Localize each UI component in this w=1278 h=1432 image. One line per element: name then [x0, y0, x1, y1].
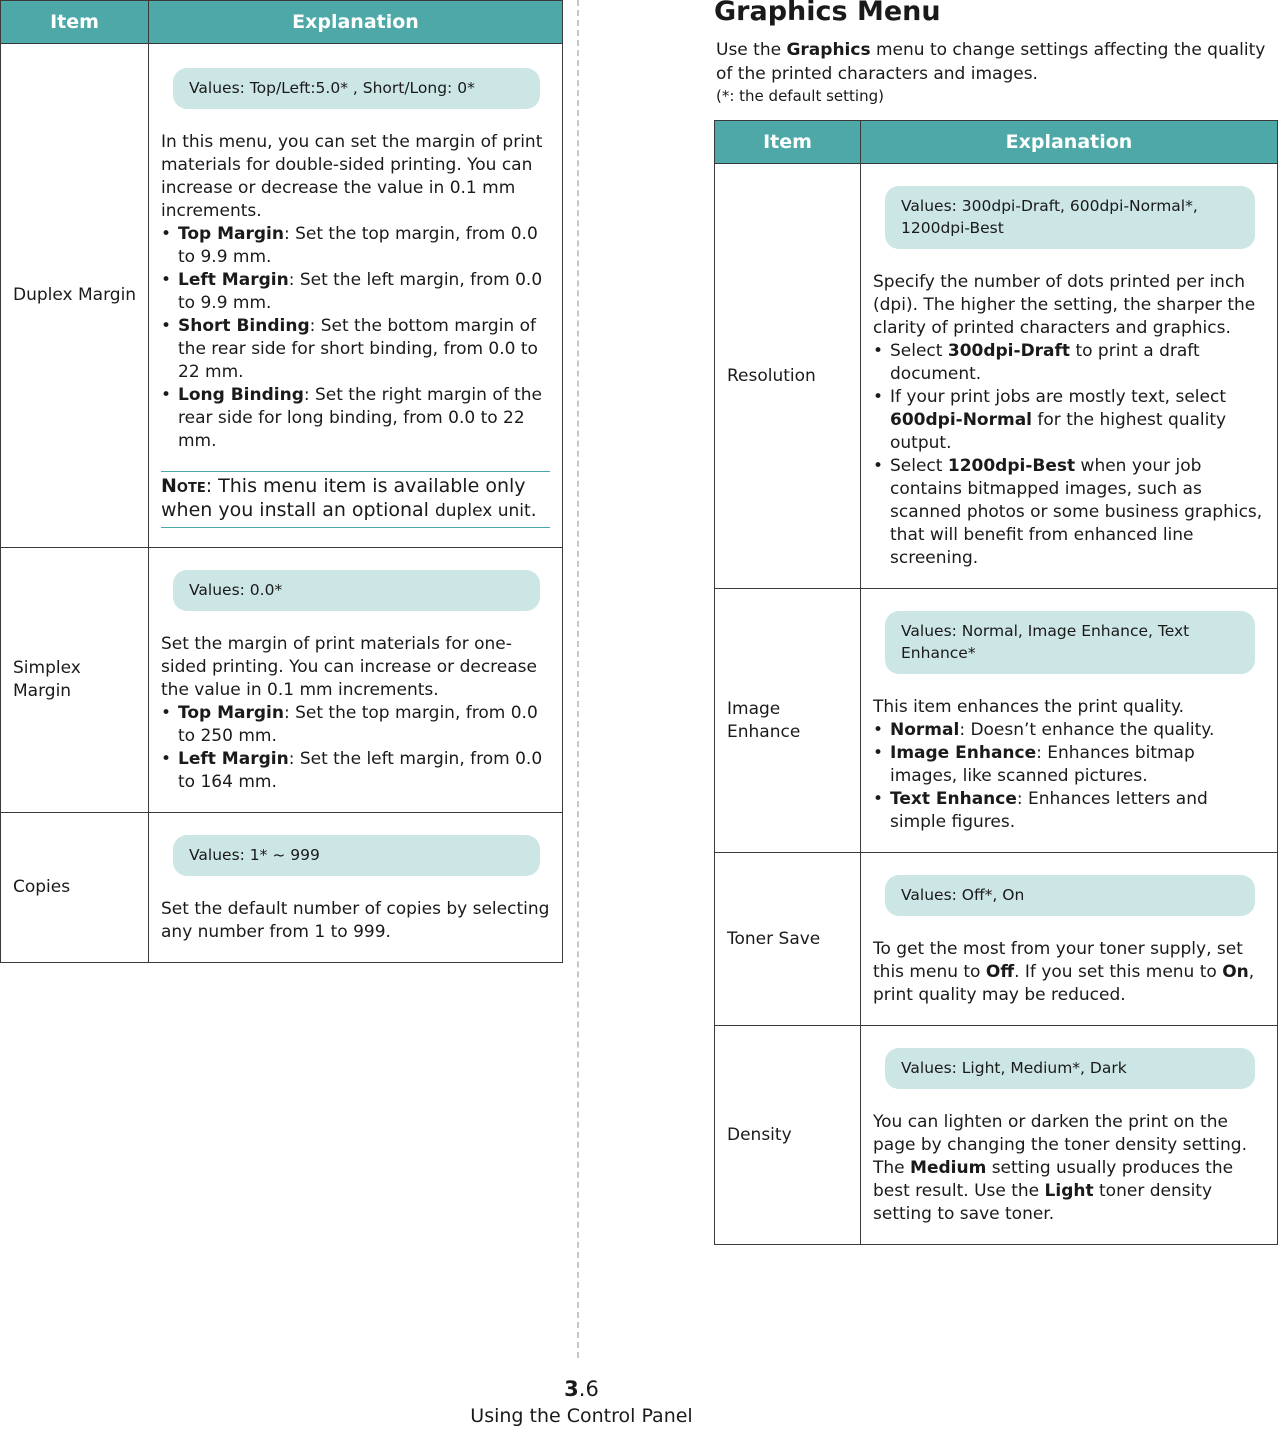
section-intro: Use the Graphics menu to change settings affecting the quality of the printed characters and images.: [716, 40, 1266, 84]
description: This item enhances the print quality.: [873, 697, 1185, 717]
description: You can lighten or darken the print on the page by changing the toner density setting. The Medium setting usually produces the best result. Use the Light toner density setting to save toner.: [873, 1112, 1247, 1224]
list-item: • Long Binding: Set the right margin of the rear side for long binding, from 0.0 to 22 mm.: [161, 384, 550, 453]
list-item: • Left Margin: Set the left margin, from 0.0 to 9.9 mm.: [161, 269, 550, 315]
list-item: • Select 1200dpi-Best when your job contains bitmapped images, such as scanned photos or some business graphics, that will benefit from enhanced line screening.: [873, 455, 1265, 570]
header-item: Item: [1, 1, 149, 44]
item-resolution: Resolution: [715, 164, 861, 589]
explanation-toner-save: [861, 853, 1278, 1026]
table-row-image-enhance: [715, 589, 1278, 853]
table-header-row: [715, 121, 1278, 164]
note-box: Note: This menu item is available only when you install an optional duplex unit.: [161, 471, 550, 528]
explanation-simplex-margin: [149, 548, 563, 813]
column-divider: [577, 0, 579, 1358]
left-column: [0, 0, 563, 963]
table-row-duplex-margin: [1, 44, 563, 548]
bullet-list: [873, 340, 1265, 570]
table-row-copies: [1, 813, 563, 963]
item-image-enhance: Image Enhance: [715, 589, 861, 853]
item-simplex-margin: Simplex Margin: [1, 548, 149, 813]
list-item: • Image Enhance: Enhances bitmap images, like scanned pictures.: [873, 742, 1265, 788]
explanation-duplex-margin: [149, 44, 563, 548]
header-item: Item: [715, 121, 861, 164]
list-item: • Left Margin: Set the left margin, from 0.0 to 164 mm.: [161, 748, 550, 794]
description: In this menu, you can set the margin of print materials for double-sided printing. You can increase or decrease the value in 0.1 mm increments.: [161, 131, 543, 221]
item-density: Density: [715, 1026, 861, 1245]
description: Set the default number of copies by selecting any number from 1 to 999.: [161, 899, 550, 942]
note-label: Note: [161, 474, 206, 497]
explanation-image-enhance: [861, 589, 1278, 853]
bullet-list: [161, 223, 550, 453]
list-item: • Select 300dpi-Draft to print a draft document.: [873, 340, 1265, 386]
values-badge: Values: 1* ~ 999: [173, 835, 540, 876]
graphics-settings-table: [714, 120, 1278, 1245]
list-item: • Top Margin: Set the top margin, from 0.0 to 250 mm.: [161, 702, 550, 748]
printer-settings-table: [0, 0, 563, 963]
list-item: • Top Margin: Set the top margin, from 0.0 to 9.9 mm.: [161, 223, 550, 269]
explanation-resolution: [861, 164, 1278, 589]
section-title: Graphics Menu: [714, 0, 941, 27]
values-badge: Values: Light, Medium*, Dark: [885, 1048, 1255, 1089]
item-toner-save: Toner Save: [715, 853, 861, 1026]
item-duplex-margin: Duplex Margin: [1, 44, 149, 548]
page-number: 3.6: [564, 1377, 599, 1401]
list-item: • Short Binding: Set the bottom margin of the rear side for short binding, from 0.0 to 22 mm.: [161, 315, 550, 384]
table-row-density: [715, 1026, 1278, 1245]
right-column: [714, 0, 1278, 1245]
table-row-toner-save: [715, 853, 1278, 1026]
header-explanation: Explanation: [149, 1, 563, 44]
table-row-simplex-margin: [1, 548, 563, 813]
values-badge: Values: 300dpi-Draft, 600dpi-Normal*, 1200dpi-Best: [885, 186, 1255, 249]
values-badge: Values: 0.0*: [173, 570, 540, 611]
table-header-row: [1, 1, 563, 44]
list-item: • Text Enhance: Enhances letters and simple figures.: [873, 788, 1265, 834]
bullet-list: [161, 702, 550, 794]
table-row-resolution: [715, 164, 1278, 589]
list-item: • If your print jobs are mostly text, select 600dpi-Normal for the highest quality output.: [873, 386, 1265, 455]
values-badge: Values: Top/Left:5.0* , Short/Long: 0*: [173, 68, 540, 109]
description: To get the most from your toner supply, set this menu to Off. If you set this menu to On, print quality may be reduced.: [873, 939, 1255, 1005]
description: Set the margin of print materials for one-sided printing. You can increase or decrease the value in 0.1 mm increments.: [161, 634, 537, 700]
values-badge: Values: Off*, On: [885, 875, 1255, 916]
header-explanation: Explanation: [861, 121, 1278, 164]
bullet-list: [873, 719, 1265, 834]
description: Specify the number of dots printed per inch (dpi). The higher the setting, the sharper the clarity of printed characters and graphics.: [873, 272, 1256, 338]
item-copies: Copies: [1, 813, 149, 963]
explanation-copies: [149, 813, 563, 963]
default-setting-note: (*: the default setting): [716, 87, 884, 105]
list-item: • Normal: Doesn’t enhance the quality.: [873, 719, 1265, 742]
footer-text: Using the Control Panel: [470, 1405, 693, 1427]
values-badge: Values: Normal, Image Enhance, Text Enhance*: [885, 611, 1255, 674]
explanation-density: [861, 1026, 1278, 1245]
page-footer: [400, 1376, 763, 1430]
